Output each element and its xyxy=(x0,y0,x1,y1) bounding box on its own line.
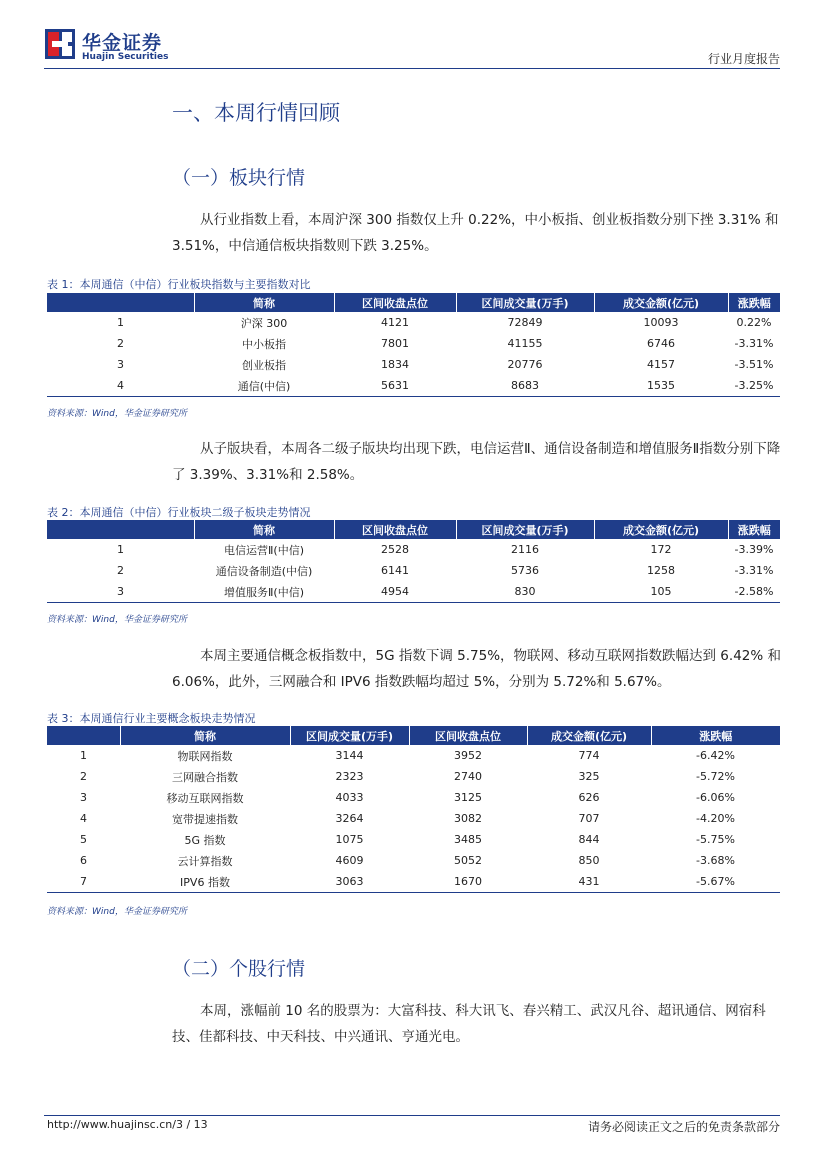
column-header: 成交金额(亿元) xyxy=(594,293,728,312)
table-cell: 1 xyxy=(117,316,124,329)
column-header: 区间成交量(万手) xyxy=(456,520,594,539)
column-header: 涨跌幅 xyxy=(728,520,780,539)
table-cell: 2 xyxy=(80,770,87,783)
table-cell: 3952 xyxy=(454,749,482,762)
table3-caption: 表 3：本周通信行业主要概念板块走势情况 xyxy=(47,712,256,725)
logo-chinese-name: 华金证券 xyxy=(82,32,163,54)
table-cell: 325 xyxy=(578,770,600,783)
table-cell: 5 xyxy=(80,833,87,846)
column-header: 区间收盘点位 xyxy=(334,293,456,312)
table-cell: 移动互联网指数 xyxy=(166,791,244,805)
table-cell: 5631 xyxy=(334,375,456,397)
table-cell: 844 xyxy=(578,833,600,846)
column-header: 涨跌幅 xyxy=(728,293,780,312)
section-title: 一、本周行情回顾 xyxy=(172,101,340,125)
table-header-row xyxy=(47,520,780,539)
company-logo xyxy=(44,28,180,62)
table-cell: 5G 指数 xyxy=(184,833,226,847)
table-row xyxy=(47,871,780,893)
table-cell: 物联网指数 xyxy=(177,749,233,763)
table-cell: 7801 xyxy=(381,337,409,350)
table-cell: 830 xyxy=(456,581,594,603)
column-header: 区间成交量(万手) xyxy=(456,293,594,312)
footer-divider xyxy=(44,1115,780,1116)
table-row xyxy=(47,581,780,603)
table-cell: 8683 xyxy=(456,375,594,397)
table-cell: -3.39% xyxy=(734,543,774,556)
table-row xyxy=(47,829,780,850)
table-header-row xyxy=(47,293,780,312)
table-cell: 172 xyxy=(650,543,672,556)
column-header xyxy=(47,293,194,312)
table3-source: 资料来源：Wind，华金证券研究所 xyxy=(47,907,187,917)
paragraph-subsector: 从子版块看，本周各二级子版块均出现下跌，电信运营Ⅱ、通信设备制造和增值服务Ⅱ指数分别下降了 3.39%、3.31%和 2.58%。 xyxy=(172,441,781,483)
column-header: 区间收盘点位 xyxy=(409,726,527,745)
table-cell: -5.75% xyxy=(696,833,735,846)
table-cell: IPV6 指数 xyxy=(120,871,290,893)
table-row xyxy=(47,560,780,581)
table-row xyxy=(47,354,780,375)
table-cell: 1 xyxy=(80,749,87,762)
table-cell: 2740 xyxy=(454,770,482,783)
table-cell: 10093 xyxy=(643,316,679,329)
table-cell: 1670 xyxy=(409,871,527,893)
column-header xyxy=(47,520,194,539)
column-header xyxy=(47,726,120,745)
table-cell: 1535 xyxy=(594,375,728,397)
table-cell: 7 xyxy=(47,871,120,893)
column-header: 简称 xyxy=(120,726,290,745)
table1-caption: 表 1：本周通信（中信）行业板块指数与主要指数对比 xyxy=(47,278,311,291)
table-cell: 2323 xyxy=(335,770,364,783)
table-cell: 中小板指 xyxy=(242,337,286,351)
table-cell: 4157 xyxy=(647,358,675,371)
paragraph-index-overview: 从行业指数上看，本周沪深 300 指数仅上升 0.22%，中小板指、创业板指数分别下挫 3.31% 和 3.51%，中信通信板块指数则下跌 3.25%。 xyxy=(172,212,779,254)
table-row xyxy=(47,745,780,766)
table-row xyxy=(47,375,780,397)
table-cell: 增值服务Ⅱ(中信) xyxy=(194,581,334,603)
table-cell: 6141 xyxy=(381,564,409,577)
table-cell: 4121 xyxy=(381,316,409,329)
table-cell: 707 xyxy=(578,812,600,825)
table-cell: -3.25% xyxy=(728,375,780,397)
table-cell: 2 xyxy=(117,337,124,350)
table-cell: -5.67% xyxy=(651,871,780,893)
logo-english-name: Huajin Securities xyxy=(82,52,169,62)
header-divider xyxy=(44,68,780,69)
table-cell: 沪深 300 xyxy=(240,316,288,330)
column-header: 成交金额(亿元) xyxy=(594,520,728,539)
column-header: 区间成交量(万手) xyxy=(290,726,409,745)
table-row xyxy=(47,766,780,787)
column-header: 简称 xyxy=(194,293,334,312)
table-cell: 2 xyxy=(117,564,124,577)
table-cell: 20776 xyxy=(507,358,543,371)
table-cell: 774 xyxy=(578,749,600,762)
column-header: 涨跌幅 xyxy=(651,726,780,745)
paragraph-concept-indices: 本周主要通信概念板指数中，5G 指数下调 5.75%，物联网、移动互联网指数跌幅达到 6.42% 和 6.06%，此外，三网融合和 IPV6 指数跌幅均超过 5%，分别为 5.72%和 5.67%。 xyxy=(172,648,781,690)
table-cell: -3.51% xyxy=(734,358,774,371)
subsection-title-sector: （一）板块行情 xyxy=(172,167,306,189)
table2 xyxy=(47,520,780,603)
table-cell: 1075 xyxy=(335,833,364,846)
paragraph-top-gainers: 本周，涨幅前 10 名的股票为：大富科技、科大讯飞、春兴精工、武汉凡谷、超讯通信、网宿科技、佳都科技、中天科技、中兴通讯、亨通光电。 xyxy=(172,1003,766,1045)
report-type: 行业月度报告 xyxy=(707,52,780,66)
table-cell: 6746 xyxy=(647,337,675,350)
subsection-title-stocks: （二）个股行情 xyxy=(172,958,306,980)
table-cell: -6.06% xyxy=(696,791,735,804)
table-cell: 3 xyxy=(47,581,194,603)
column-header: 简称 xyxy=(194,520,334,539)
table-row xyxy=(47,808,780,829)
page-header xyxy=(0,0,827,70)
table-cell: 云计算指数 xyxy=(177,854,233,868)
table-cell: 3125 xyxy=(454,791,482,804)
column-header: 成交金额(亿元) xyxy=(527,726,651,745)
table-row xyxy=(47,850,780,871)
table-cell: 宽带提速指数 xyxy=(172,812,238,826)
table-cell: 3 xyxy=(80,791,87,804)
table-cell: 4954 xyxy=(334,581,456,603)
table-cell: 5736 xyxy=(511,564,539,577)
table-cell: 3082 xyxy=(454,812,482,825)
table1-source: 资料来源：Wind，华金证券研究所 xyxy=(47,409,187,419)
table-cell: -6.42% xyxy=(696,749,735,762)
huajin-logo-icon xyxy=(44,28,76,60)
column-header: 区间收盘点位 xyxy=(334,520,456,539)
table-cell: 三网融合指数 xyxy=(172,770,238,784)
table-cell: 105 xyxy=(594,581,728,603)
table-row xyxy=(47,333,780,354)
table3 xyxy=(47,726,780,893)
table-cell: 通信设备制造(中信) xyxy=(215,564,313,578)
table-cell: 5052 xyxy=(454,854,482,867)
table-cell: 3 xyxy=(117,358,124,371)
table-cell: 6 xyxy=(80,854,87,867)
table-cell: 850 xyxy=(578,854,600,867)
table-cell: -3.31% xyxy=(734,337,774,350)
table-cell: -3.68% xyxy=(696,854,735,867)
table-cell: 1834 xyxy=(381,358,409,371)
table2-caption: 表 2：本周通信（中信）行业板块二级子板块走势情况 xyxy=(47,506,311,519)
table-cell: -4.20% xyxy=(696,812,735,825)
table-cell: -2.58% xyxy=(728,581,780,603)
table-cell: 72849 xyxy=(507,316,543,329)
footer-disclaimer: 请务必阅读正文之后的免责条款部分 xyxy=(587,1120,780,1134)
table-cell: 41155 xyxy=(507,337,543,350)
table-cell: 1 xyxy=(117,543,124,556)
table-cell: 3144 xyxy=(335,749,364,762)
table-cell: 431 xyxy=(527,871,651,893)
table-row xyxy=(47,312,780,333)
table2-source: 资料来源：Wind，华金证券研究所 xyxy=(47,615,187,625)
table-row xyxy=(47,539,780,560)
table-cell: 626 xyxy=(578,791,600,804)
table-cell: 0.22% xyxy=(736,316,772,329)
table-cell: -3.31% xyxy=(734,564,774,577)
table-cell: 4 xyxy=(80,812,87,825)
table-row xyxy=(47,787,780,808)
table-cell: 3485 xyxy=(454,833,482,846)
table-header-row xyxy=(47,726,780,745)
footer-url-page: http://www.huajinsc.cn/3 / 13 xyxy=(47,1118,208,1131)
table-cell: 2528 xyxy=(381,543,409,556)
table-cell: -5.72% xyxy=(696,770,735,783)
table-cell: 创业板指 xyxy=(242,358,286,372)
table-cell: 1258 xyxy=(647,564,675,577)
table-cell: 4 xyxy=(47,375,194,397)
table-cell: 3063 xyxy=(290,871,409,893)
table1 xyxy=(47,293,780,397)
table-cell: 2116 xyxy=(511,543,539,556)
table-cell: 电信运营Ⅱ(中信) xyxy=(224,543,304,557)
table-cell: 通信(中信) xyxy=(194,375,334,397)
table-cell: 4609 xyxy=(335,854,364,867)
table-cell: 3264 xyxy=(335,812,364,825)
table-cell: 4033 xyxy=(335,791,364,804)
